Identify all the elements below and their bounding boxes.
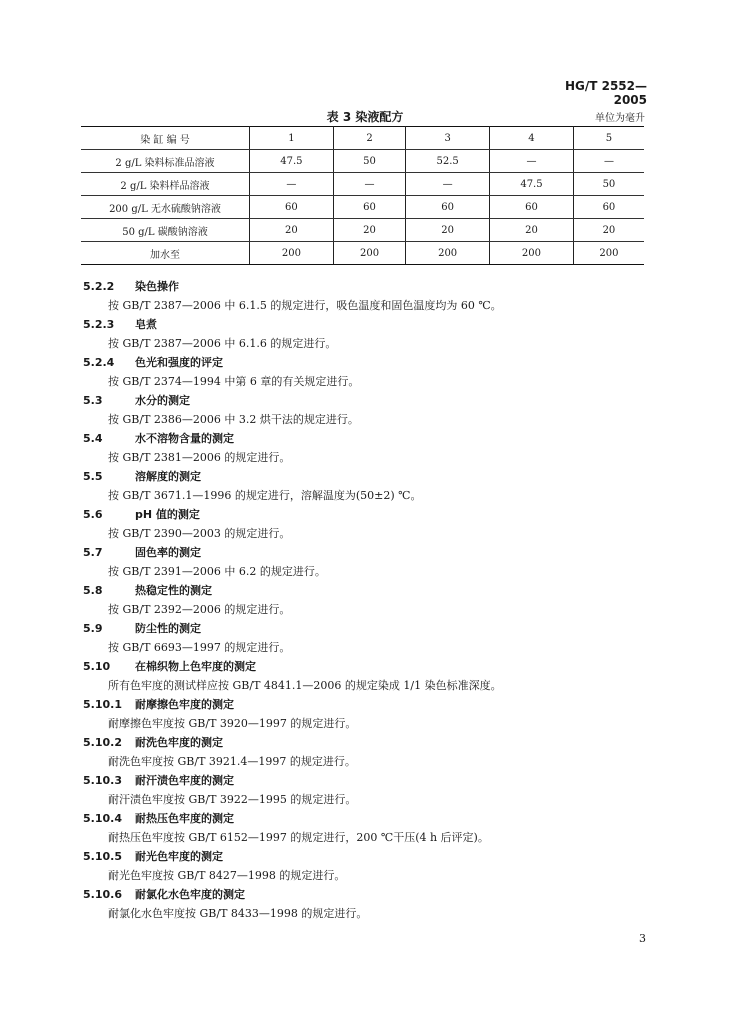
table-unit: 单位为毫升 <box>595 113 645 124</box>
table-cell: 60 <box>573 196 644 219</box>
section-title: 色光和强度的评定 <box>135 356 223 369</box>
section-text: 所有色牢度的测试样应按 GB/T 4841.1—2006 的规定染成 1/1 染色标准深度。 <box>108 679 502 692</box>
section-title: 染色操作 <box>135 280 179 293</box>
section-text: 耐氯化水色牢度按 GB/T 8433—1998 的规定进行。 <box>108 907 368 920</box>
section-text: 按 GB/T 3671.1—1996 的规定进行，溶解温度为(50±2) ℃。 <box>108 489 422 502</box>
section-heading <box>83 771 653 790</box>
table-cell: 47.5 <box>250 150 334 173</box>
table-cell: — <box>490 150 574 173</box>
section-number: 5.10.2 <box>83 736 122 749</box>
table-cell: 20 <box>406 219 490 242</box>
section-title: 在棉织物上色牢度的测定 <box>135 660 256 673</box>
section-number: 5.3 <box>83 394 103 407</box>
table-title: 表 3 染液配方 <box>326 110 404 124</box>
table-cell: 52.5 <box>406 150 490 173</box>
section-text: 按 GB/T 6693—1997 的规定进行。 <box>108 641 291 654</box>
section-heading <box>83 277 653 296</box>
table-header-cell: 2 <box>333 127 405 150</box>
table-cell: 200 <box>573 242 644 265</box>
table-cell: 200 g/L 无水硫酸钠溶液 <box>81 196 250 219</box>
section-heading <box>83 429 653 448</box>
sections-list <box>83 277 653 923</box>
table-header-cell: 4 <box>490 127 574 150</box>
table-cell: 50 g/L 碳酸钠溶液 <box>81 219 250 242</box>
table-cell: — <box>333 173 405 196</box>
section-text: 按 GB/T 2386—2006 中 3.2 烘干法的规定进行。 <box>108 413 359 426</box>
section-heading <box>83 733 653 752</box>
table-cell: 200 <box>250 242 334 265</box>
table-header-cell: 5 <box>573 127 644 150</box>
section-title: pH 值的测定 <box>135 508 200 521</box>
section-text: 耐汗渍色牢度按 GB/T 3922—1995 的规定进行。 <box>108 793 357 806</box>
section-number: 5.5 <box>83 470 103 483</box>
section-title: 水分的测定 <box>135 394 190 407</box>
table-cell: 200 <box>406 242 490 265</box>
table-cell: 2 g/L 染料样品溶液 <box>81 173 250 196</box>
section-text: 按 GB/T 2387—2006 中 6.1.6 的规定进行。 <box>108 337 337 350</box>
section-number: 5.7 <box>83 546 103 559</box>
section-heading <box>83 619 653 638</box>
table-cell: 60 <box>333 196 405 219</box>
page-number: 3 <box>639 932 646 945</box>
section-number: 5.2.4 <box>83 356 115 369</box>
section-text: 耐热压色牢度按 GB/T 6152—1997 的规定进行，200 ℃干压(4 h 后评定)。 <box>108 831 489 844</box>
section-text: 耐摩擦色牢度按 GB/T 3920—1997 的规定进行。 <box>108 717 357 730</box>
table-cell: 50 <box>333 150 405 173</box>
section-number: 5.10 <box>83 660 111 673</box>
section-title: 耐汗渍色牢度的测定 <box>135 774 234 787</box>
table-header-cell: 染 缸 编 号 <box>81 127 250 150</box>
section-title: 耐氯化水色牢度的测定 <box>135 888 245 901</box>
section-text: 按 GB/T 2391—2006 中 6.2 的规定进行。 <box>108 565 326 578</box>
section-heading <box>83 391 653 410</box>
section-number: 5.10.1 <box>83 698 122 711</box>
section-title: 耐摩擦色牢度的测定 <box>135 698 234 711</box>
table-cell: — <box>406 173 490 196</box>
table-row <box>81 196 644 219</box>
table-cell: 20 <box>490 219 574 242</box>
section-number: 5.4 <box>83 432 103 445</box>
section-number: 5.10.6 <box>83 888 122 901</box>
table-cell: 20 <box>333 219 405 242</box>
section-heading <box>83 809 653 828</box>
section-title: 溶解度的测定 <box>135 470 201 483</box>
section-text: 按 GB/T 2381—2006 的规定进行。 <box>108 451 291 464</box>
table-cell: 20 <box>573 219 644 242</box>
section-title: 皂煮 <box>135 318 157 331</box>
section-title: 耐热压色牢度的测定 <box>135 812 234 825</box>
table-row <box>81 173 644 196</box>
section-number: 5.8 <box>83 584 103 597</box>
table-cell: — <box>250 173 334 196</box>
section-text: 按 GB/T 2392—2006 的规定进行。 <box>108 603 291 616</box>
table-row <box>81 219 644 242</box>
section-number: 5.10.3 <box>83 774 122 787</box>
section-number: 5.6 <box>83 508 103 521</box>
table-row <box>81 150 644 173</box>
table-cell: 20 <box>250 219 334 242</box>
section-heading <box>83 543 653 562</box>
section-title: 热稳定性的测定 <box>135 584 212 597</box>
section-text: 耐洗色牢度按 GB/T 3921.4—1997 的规定进行。 <box>108 755 356 768</box>
section-heading <box>83 847 653 866</box>
section-number: 5.2.3 <box>83 318 115 331</box>
section-heading <box>83 885 653 904</box>
table-cell: 200 <box>333 242 405 265</box>
section-heading <box>83 467 653 486</box>
section-title: 水不溶物含量的测定 <box>135 432 234 445</box>
document-code: HG/T 2552—2005 <box>564 79 647 107</box>
table-header-cell: 1 <box>250 127 334 150</box>
table-cell: 60 <box>490 196 574 219</box>
table-row <box>81 242 644 265</box>
section-number: 5.10.5 <box>83 850 122 863</box>
section-title: 防尘性的测定 <box>135 622 201 635</box>
section-heading <box>83 505 653 524</box>
table-cell: 60 <box>406 196 490 219</box>
section-text: 按 GB/T 2374—1994 中第 6 章的有关规定进行。 <box>108 375 360 388</box>
table-cell: 47.5 <box>490 173 574 196</box>
section-title: 耐光色牢度的测定 <box>135 850 223 863</box>
section-text: 耐光色牢度按 GB/T 8427—1998 的规定进行。 <box>108 869 346 882</box>
section-heading <box>83 581 653 600</box>
table-cell: 60 <box>250 196 334 219</box>
section-text: 按 GB/T 2390—2003 的规定进行。 <box>108 527 291 540</box>
dye-recipe-table <box>81 126 644 265</box>
table-cell: 加水至 <box>81 242 250 265</box>
section-number: 5.10.4 <box>83 812 122 825</box>
table-cell: 200 <box>490 242 574 265</box>
table-cell: 50 <box>573 173 644 196</box>
section-title: 耐洗色牢度的测定 <box>135 736 223 749</box>
section-text: 按 GB/T 2387—2006 中 6.1.5 的规定进行，吸色温度和固色温度均为 60 ℃。 <box>108 299 502 312</box>
section-number: 5.9 <box>83 622 103 635</box>
table-cell: — <box>573 150 644 173</box>
table-cell: 2 g/L 染料标准品溶液 <box>81 150 250 173</box>
section-title: 固色率的测定 <box>135 546 201 559</box>
section-number: 5.2.2 <box>83 280 115 293</box>
table-header-cell: 3 <box>406 127 490 150</box>
section-heading <box>83 695 653 714</box>
section-heading <box>83 657 653 676</box>
section-heading <box>83 353 653 372</box>
table-header-row <box>81 127 644 150</box>
section-heading <box>83 315 653 334</box>
